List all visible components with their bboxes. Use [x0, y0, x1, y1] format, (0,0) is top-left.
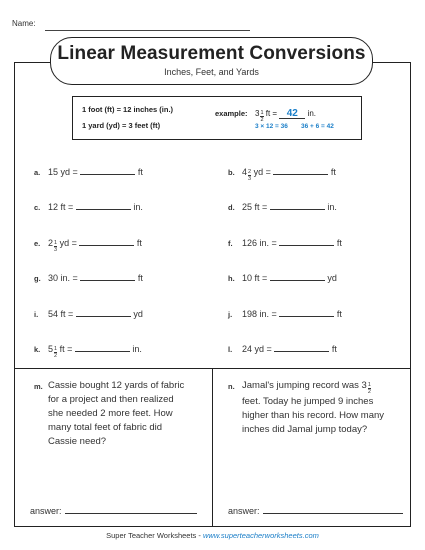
name-label: Name:	[12, 19, 36, 28]
example-answer-blank	[279, 108, 305, 119]
answer-blank[interactable]	[279, 236, 334, 246]
problem-d: d. 25 ft = in.	[228, 202, 337, 212]
answer-n: answer:	[228, 504, 403, 516]
page-title: Linear Measurement Conversions	[57, 43, 366, 64]
reference-box	[72, 96, 362, 140]
problem-c: c. 12 ft = in.	[34, 202, 143, 212]
answer-blank[interactable]	[76, 200, 131, 210]
answer-blank[interactable]	[270, 271, 325, 281]
fact-foot: 1 foot (ft) = 12 inches (in.)	[82, 105, 174, 114]
column-divider	[212, 368, 213, 527]
example-whole: 3	[254, 109, 260, 118]
example-answer: 42	[286, 108, 298, 119]
footer-brand: Super Teacher Worksheets	[106, 531, 197, 540]
example-unit: ft =	[265, 109, 278, 118]
problem-f: f. 126 in. = ft	[228, 238, 342, 248]
problem-j: j. 198 in. = ft	[228, 309, 342, 319]
problem-k: k. 5 $\frac{1}{2}$ ft = in.	[34, 344, 142, 359]
example-fraction: $\frac{1}{2}$	[260, 110, 264, 123]
problem-e: e. 2 $\frac{1}{3}$ yd = ft	[34, 238, 142, 253]
answer-m-blank[interactable]	[65, 504, 197, 514]
title-box	[50, 37, 373, 85]
example-answer-unit: in.	[307, 109, 316, 118]
answer-blank[interactable]	[273, 165, 328, 175]
footer: Super Teacher Worksheets - www.superteacherworksheets.com	[106, 531, 319, 540]
fact-yard: 1 yard (yd) = 3 feet (ft)	[82, 121, 161, 130]
problem-l: l. 24 yd = ft	[228, 344, 337, 354]
answer-n-blank[interactable]	[263, 504, 403, 514]
answer-blank[interactable]	[79, 236, 134, 246]
word-problem-n: n. Jamal's jumping record was 3 $\frac{1}{2}$ feet. Today he jumped 9 inches higher than his record. How many inches did Jamal jump today?	[228, 380, 385, 435]
problem-g: g. 30 in. = ft	[34, 273, 143, 283]
answer-m: answer:	[30, 504, 197, 516]
name-field[interactable]	[45, 30, 250, 31]
answer-blank[interactable]	[274, 342, 329, 352]
answer-blank[interactable]	[80, 165, 135, 175]
answer-blank[interactable]	[279, 307, 334, 317]
problem-h: h. 10 ft = yd	[228, 273, 337, 283]
answer-blank[interactable]	[80, 271, 135, 281]
example-label: example:	[215, 109, 248, 118]
answer-blank[interactable]	[75, 342, 130, 352]
answer-blank[interactable]	[76, 307, 131, 317]
word-problem-m: m. Cassie bought 12 yards of fabric for a project and then realized she needed 2 more feet. How many total feet of fabric did Cassie need?	[34, 380, 185, 447]
example-work-1: 3 × 12 = 36	[255, 123, 288, 130]
footer-url[interactable]: www.superteacherworksheets.com	[202, 531, 319, 540]
problem-b: b. 4 $\frac{2}{3}$ yd = ft	[228, 167, 336, 182]
page-subtitle: Inches, Feet, and Yards	[164, 67, 259, 77]
example-work-2: 36 + 6 = 42	[301, 123, 334, 130]
problem-i: i. 54 ft = yd	[34, 309, 143, 319]
problem-a: a. 15 yd = ft	[34, 167, 143, 177]
example	[215, 103, 316, 123]
answer-blank[interactable]	[270, 200, 325, 210]
